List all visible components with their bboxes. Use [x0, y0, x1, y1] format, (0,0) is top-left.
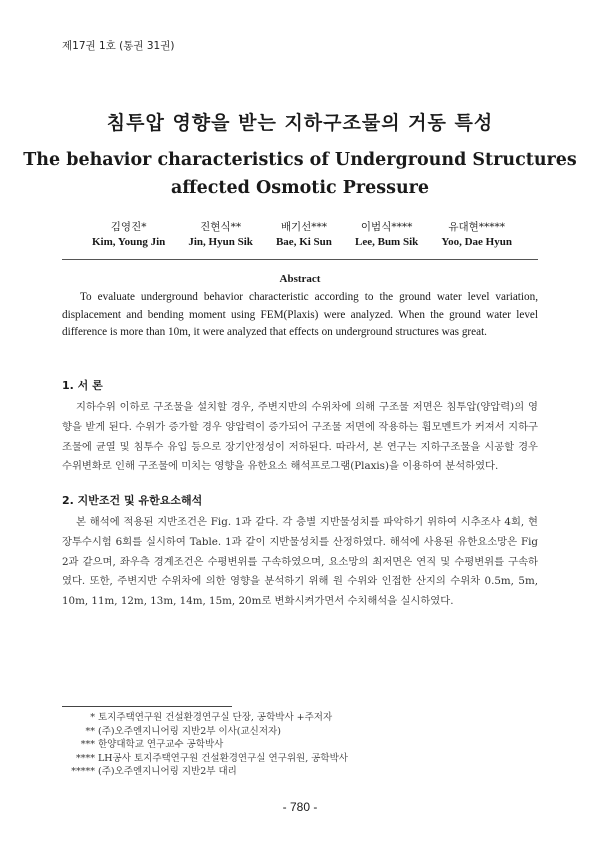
- author-name-korean: 김영진*: [110, 221, 147, 233]
- author-name-korean: 이범식****: [360, 221, 413, 233]
- section-body-ground-conditions: [62, 513, 538, 612]
- abstract-heading: Abstract: [279, 273, 321, 285]
- footnote-marker: *: [90, 712, 95, 723]
- author: [355, 220, 418, 250]
- author-name-english: Bae, Ki Sun: [275, 236, 332, 248]
- footnote-text: (주)오주엔지니어링 지반2부 이사(교신저자): [98, 725, 281, 737]
- title-english-line1: The behavior characteristics of Underground Structures: [23, 150, 577, 170]
- section-heading-introduction: 1. 서 론: [62, 379, 103, 392]
- author: [92, 220, 165, 250]
- footnote-text: (주)오주엔지니어링 지반2부 대리: [98, 766, 237, 777]
- abstract-paragraph: To evaluate underground behavior characteristic according to the ground water level variation, displacement and bending moment using FEM(Plaxis) were analyzed. When the ground water level difference is more than 10m, it were analyzed that effects on underground structures was great.: [62, 291, 538, 338]
- footnotes: [62, 711, 538, 779]
- body-paragraph: 지하수위 이하로 구조물을 설치할 경우, 주변지반의 수위차에 의해 구조물 저면은 침투압(양압력)의 영향을 받게 된다. 수위가 증가할 경우 양압력이 증가되어 구조물 저면에 작용하는 휨모멘트가 커져서 지하구조물에 균열 및 침투수 유입 등으로 장기안정성이 저하된다. 따라서, 본 연구는 지하구조물을 시공할 경우 수위변화로 인해 구조물에 미치는 영향을 유한요소 해석프로그램(Plaxis)을 이용하여 분석하였다.: [62, 401, 538, 473]
- author-name-korean: 유대현*****: [448, 221, 505, 233]
- footnote: [62, 765, 538, 779]
- section-body-introduction: [62, 398, 538, 477]
- footnote: [62, 752, 538, 766]
- footnote-divider: [62, 706, 232, 707]
- footnote-marker: **: [85, 725, 95, 737]
- journal-volume-header: 제17권 1호 (통권 31권): [62, 40, 175, 52]
- author: [276, 220, 332, 250]
- author-name-english: Yoo, Dae Hyun: [441, 236, 512, 248]
- author-name-korean: 배기선***: [280, 221, 328, 233]
- abstract-body: [62, 289, 538, 342]
- footnote-marker: ***: [80, 739, 95, 750]
- author-name-english: Lee, Bum Sik: [355, 236, 419, 248]
- footnote-marker: *****: [71, 766, 95, 777]
- footnote: [62, 738, 538, 752]
- footnote-text: LH공사 토지주택연구원 건설환경연구실 연구위원, 공학박사: [98, 752, 348, 764]
- author: [441, 220, 512, 250]
- footnote-marker: ****: [76, 752, 95, 764]
- body-paragraph: 본 해석에 적용된 지반조건은 Fig. 1과 같다. 각 층별 지반물성치를 파악하기 위하여 시추조사 4회, 현장투수시험 6회를 실시하여 Table. 1과 같이 지반물성치를 산정하였다. 해석에 사용된 유한요소망은 Fig 2과 같으며, 좌우측 경계조건은 수평변위를 구속하였으며, 요소망의 최저면은 연직 및 수평변위를 구속하였다. 또한, 주변지반 수위차에 의한 영향을 분석하기 위해 원 수위와 인접한 산지의 수위차 0.5m, 5m, 10m, 11m, 12m, 13m, 14m, 15m, 20m로 변화시켜가면서 수치해석을 실시하였다.: [62, 516, 538, 608]
- author-name-english: Jin, Hyun Sik: [188, 236, 253, 248]
- author-list: [92, 220, 512, 250]
- title-english-line2: affected Osmotic Pressure: [170, 178, 430, 198]
- author: [188, 220, 253, 250]
- author-name-korean: 진현식**: [200, 221, 242, 233]
- footnote: [62, 725, 538, 739]
- footnote-text: 토지주택연구원 건설환경연구실 단장, 공학박사 +주저자: [98, 712, 333, 723]
- footnote-text: 한양대학교 연구교수 공학박사: [98, 739, 224, 750]
- title-korean: 침투압 영향을 받는 지하구조물의 거동 특성: [106, 112, 494, 134]
- footnote: [62, 711, 538, 725]
- author-name-english: Kim, Young Jin: [92, 236, 166, 248]
- title-divider: [62, 259, 538, 260]
- page-number: - 780 -: [282, 800, 318, 814]
- section-heading-ground-conditions: 2. 지반조건 및 유한요소해석: [62, 494, 203, 507]
